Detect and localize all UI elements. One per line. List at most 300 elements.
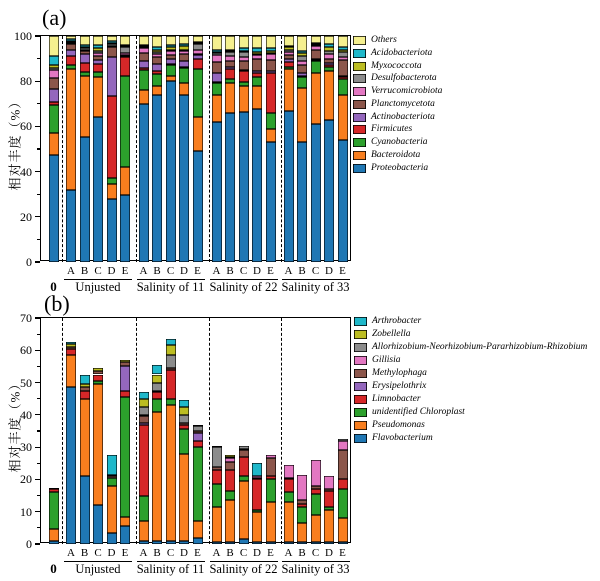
bar-segment-pseudomonas [179, 454, 189, 541]
bar-segment-flavobacterium [107, 533, 117, 544]
bar-segment-proteobacteria [152, 95, 162, 262]
bar-segment-proteobacteria [66, 190, 76, 262]
bar-segment-methylophaga [225, 462, 235, 470]
bar-segment-methylophaga [66, 347, 76, 349]
bar-segment-desulfobacterota [266, 53, 276, 54]
y-axis-tick-label: 60 [20, 119, 32, 134]
legend-color-swatch [354, 317, 367, 326]
bar-segment-actinobacteriota [152, 64, 162, 71]
bar-segment-cyanobacteria [166, 65, 176, 75]
bar-segment-planctomycetota [225, 61, 235, 67]
bar-segment-flavobacterium [239, 539, 249, 544]
bar-segment-bacteroidota [93, 77, 103, 118]
bar-segment-cyanobacteria [80, 72, 90, 75]
bar-segment-planctomycetota [252, 59, 262, 71]
bar-segment-unidentified-chloroplast [107, 478, 117, 486]
bar-segment-myxococcota [225, 51, 235, 52]
bar-segment-bacteroidota [193, 117, 203, 151]
bar-segment-others [239, 36, 249, 48]
bar-segment-planctomycetota [166, 55, 176, 58]
bar-segment-erysipelothrix [139, 423, 149, 425]
bar-segment-myxococcota [107, 43, 117, 44]
bar-segment-flavobacterium [93, 505, 103, 544]
x-axis-bar-letter: C [166, 547, 175, 559]
bar-segment-planctomycetota [152, 57, 162, 64]
bar-segment-limnobacter [139, 425, 149, 496]
bar-segment-bacteroidota [297, 88, 307, 142]
bar-segment-actinobacteriota [49, 89, 59, 101]
bar-segment-zobellella [66, 344, 76, 346]
bar-segment-arthrobacter [252, 463, 262, 476]
x-axis-bar-letter: A [284, 547, 293, 559]
bar-segment-unidentified-chloroplast [225, 491, 235, 501]
bar-segment-limnobacter [152, 392, 162, 398]
bar-segment-zobellella [120, 360, 130, 362]
x-axis-group-label: Salinity of 22 [209, 562, 278, 576]
x-axis-bar-letter: D [325, 265, 333, 277]
y-axis-minor-tick [37, 58, 40, 59]
bar-segment-pseudomonas [225, 500, 235, 542]
bar-segment-acidobacteriota [252, 48, 262, 51]
x-axis-bar-letter: B [226, 265, 234, 277]
x-axis-group-label: Salinity of 11 [136, 280, 205, 294]
bar-segment-bacteroidota [311, 73, 321, 124]
legend-label: Gillisia [372, 355, 401, 366]
bar-segment-others [139, 36, 149, 45]
bar-segment-pseudomonas [297, 523, 307, 542]
bar-segment-allorhizobium-neorhizobium-pararhizobium-rhizobium [239, 446, 249, 449]
bar-segment-acidobacteriota [193, 42, 203, 43]
group-separator-dashed-line [209, 318, 210, 544]
bar-segment-limnobacter [193, 441, 203, 447]
y-axis-major-tick [35, 543, 40, 544]
bar-segment-allorhizobium-neorhizobium-pararhizobium-rhizobium [225, 457, 235, 459]
bar-segment-arthrobacter [139, 392, 149, 398]
x-axis-bar-letter: E [194, 547, 201, 559]
bar-segment-acidobacteriota [212, 50, 222, 52]
bar-segment-myxococcota [311, 44, 321, 45]
bar-segment-bacteroidota [179, 83, 189, 94]
bar-segment-others [311, 36, 321, 43]
bar-segment-flavobacterium [266, 542, 276, 544]
legend-label: Allorhizobium-Neorhizobium-Pararhizobium-Rhizobium [372, 342, 588, 353]
bar-segment-firmicutes [107, 96, 117, 178]
y-axis-minor-tick [37, 463, 40, 464]
bar-segment-acidobacteriota [93, 45, 103, 48]
bar-segment-firmicutes [193, 59, 203, 69]
bar-segment-actinobacteriota [266, 71, 276, 73]
bar-segment-allorhizobium-neorhizobium-pararhizobium-rhizobium [139, 407, 149, 415]
bar-segment-gillisia [297, 475, 307, 501]
bar-segment-planctomycetota [338, 60, 348, 76]
x-axis-bar-letter: E [267, 265, 274, 277]
bar-segment-unidentified-chloroplast [324, 507, 334, 510]
bar-segment-proteobacteria [252, 109, 262, 262]
bar-segment-unidentified-chloroplast [120, 397, 130, 516]
bar-segment-planctomycetota [212, 62, 222, 73]
bar-segment-bacteroidota [139, 90, 149, 104]
bar-segment-bacteroidota [338, 95, 348, 140]
group-separator-dashed-line [136, 318, 137, 544]
bar-segment-verrucomicrobiota [107, 46, 117, 47]
bar-segment-cyanobacteria [193, 69, 203, 118]
x-axis-bar-letter: B [226, 547, 234, 559]
bar-segment-bacteroidota [80, 76, 90, 137]
bar-segment-actinobacteriota [297, 73, 307, 75]
bar-segment-cyanobacteria [239, 82, 249, 85]
bar-segment-acidobacteriota [311, 43, 321, 44]
x-axis-bar-letter: A [67, 265, 75, 277]
legend-label: Zobellella [372, 329, 411, 340]
bar-segment-bacteroidota [107, 184, 117, 199]
bar-segment-cyanobacteria [297, 77, 307, 88]
bar-segment-limnobacter [120, 391, 130, 397]
x-axis-bar-letter: B [153, 547, 161, 559]
bar-segment-allorhizobium-neorhizobium-pararhizobium-rhizobium [338, 439, 348, 441]
bar-segment-firmicutes [139, 68, 149, 70]
bar-segment-actinobacteriota [338, 76, 348, 77]
bar-segment-proteobacteria [193, 151, 203, 262]
bar-segment-desulfobacterota [179, 50, 189, 51]
bar-segment-planctomycetota [80, 51, 90, 54]
bar-segment-limnobacter [297, 504, 307, 507]
bar-segment-limnobacter [239, 457, 249, 476]
panel-b-ylabel: 相对丰度（%） [7, 376, 23, 473]
x-axis-bar-letter: D [107, 547, 116, 559]
bar-segment-methylophaga [284, 478, 294, 480]
bar-segment-cyanobacteria [266, 113, 276, 129]
bar-segment-pseudomonas [338, 518, 348, 542]
bar-segment-verrucomicrobiota [93, 53, 103, 56]
y-axis-tick-label: 10 [20, 504, 32, 519]
bar-segment-pseudomonas [66, 355, 76, 387]
y-axis-major-tick [35, 479, 40, 480]
bar-segment-methylophaga [80, 387, 90, 390]
bar-segment-limnobacter [66, 349, 76, 355]
bar-segment-verrucomicrobiota [179, 51, 189, 54]
legend-color-swatch [354, 382, 367, 391]
bar-segment-proteobacteria [338, 140, 348, 262]
bar-segment-flavobacterium [120, 526, 130, 544]
bar-segment-gillisia [225, 458, 235, 461]
legend-color-swatch [353, 125, 366, 134]
legend-label: Pseudomonas [372, 420, 425, 431]
legend-label: Cyanobacteria [371, 137, 428, 147]
bar-segment-verrucomicrobiota [152, 54, 162, 57]
y-axis-minor-tick [37, 495, 40, 496]
legend-label: Flavobacterium [372, 433, 433, 444]
bar-segment-arthrobacter [152, 365, 162, 375]
bar-segment-pseudomonas [212, 507, 222, 543]
bar-segment-desulfobacterota [93, 51, 103, 53]
bar-segment-desulfobacterota [66, 42, 76, 43]
bar-segment-flavobacterium [212, 542, 222, 544]
y-axis-major-tick [35, 126, 40, 127]
y-axis-minor-tick [37, 527, 40, 528]
bar-segment-flavobacterium [297, 542, 307, 544]
x-axis-bar-letter: C [166, 265, 175, 277]
bar-segment-desulfobacterota [225, 52, 235, 57]
x-axis-bar-letter: D [253, 547, 261, 559]
bar-segment-desulfobacterota [49, 68, 59, 70]
bar-segment-desulfobacterota [212, 53, 222, 55]
bar-segment-pseudomonas [266, 502, 276, 542]
legend-label: Actinobacteriota [371, 111, 435, 122]
bar-segment-firmicutes [225, 69, 235, 79]
legend-color-swatch [354, 343, 367, 352]
bar-segment-actinobacteriota [311, 59, 321, 60]
bar-segment-pseudomonas [139, 521, 149, 540]
bar-segment-erysipelothrix [193, 433, 203, 441]
bar-segment-myxococcota [338, 50, 348, 52]
legend-color-swatch [353, 36, 366, 45]
bar-segment-zobellella [166, 345, 176, 355]
bar-segment-pseudomonas [239, 481, 249, 539]
bar-segment-allorhizobium-neorhizobium-pararhizobium-rhizobium [152, 383, 162, 391]
bar-segment-cyanobacteria [152, 74, 162, 85]
bar-segment-unidentified-chloroplast [49, 492, 59, 529]
y-axis-tick-label: 20 [20, 209, 32, 224]
bar-segment-gillisia [311, 460, 321, 486]
bar-segment-flavobacterium [166, 541, 176, 544]
x-axis-bar-letter: D [107, 265, 116, 277]
bar-segment-proteobacteria [212, 122, 222, 262]
bar-segment-bacteroidota [66, 69, 76, 190]
bar-segment-myxococcota [139, 46, 149, 47]
bar-segment-arthrobacter [66, 342, 76, 344]
bar-segment-planctomycetota [66, 44, 76, 50]
y-axis-tick-label: 30 [20, 440, 32, 455]
bar-segment-actinobacteriota [66, 50, 76, 57]
bar-segment-actinobacteriota [212, 73, 222, 82]
group-separator-dashed-line [62, 318, 63, 544]
x-axis-bar-letter: E [339, 547, 346, 559]
bar-segment-desulfobacterota [311, 45, 321, 46]
legend-color-swatch [353, 49, 366, 58]
bar-segment-erysipelothrix [120, 366, 130, 390]
bar-segment-methylophaga [166, 368, 176, 370]
bar-segment-gillisia [252, 476, 262, 478]
bar-segment-proteobacteria [239, 112, 249, 262]
bar-segment-pseudomonas [80, 399, 90, 476]
bar-segment-planctomycetota [49, 78, 59, 89]
bar-segment-proteobacteria [49, 155, 59, 262]
bar-segment-actinobacteriota [107, 57, 117, 95]
bar-segment-arthrobacter [80, 375, 90, 385]
bar-segment-acidobacteriota [139, 45, 149, 46]
bar-segment-proteobacteria [80, 137, 90, 262]
bar-segment-planctomycetota [297, 65, 307, 73]
x-axis-bar-letter: B [80, 265, 89, 277]
bar-segment-methylophaga [212, 467, 222, 470]
bar-segment-bacteroidota [212, 95, 222, 122]
bar-segment-methylophaga [139, 416, 149, 422]
legend-color-swatch [353, 151, 366, 160]
bar-segment-flavobacterium [152, 541, 162, 544]
bar-segment-verrucomicrobiota [49, 70, 59, 78]
bar-segment-firmicutes [120, 57, 130, 75]
bar-segment-others [193, 36, 203, 42]
bar-segment-verrucomicrobiota [139, 48, 149, 53]
bar-segment-cyanobacteria [212, 83, 222, 94]
bar-segment-planctomycetota [324, 59, 334, 64]
x-axis-bar-letter: E [194, 265, 201, 277]
bar-segment-cyanobacteria [324, 67, 334, 72]
bar-segment-acidobacteriota [266, 48, 276, 50]
bar-segment-flavobacterium [193, 538, 203, 544]
x-axis-bar-letter: C [239, 547, 248, 559]
bar-segment-flavobacterium [311, 542, 321, 544]
bar-segment-cyanobacteria [311, 61, 321, 73]
bar-segment-planctomycetota [239, 61, 249, 70]
bar-segment-acidobacteriota [284, 46, 294, 47]
x-axis-bar-letter: A [212, 547, 221, 559]
bar-segment-flavobacterium [179, 541, 189, 544]
bar-segment-planctomycetota [311, 50, 321, 59]
bar-segment-gillisia [266, 455, 276, 458]
bar-segment-limnobacter [179, 425, 189, 430]
bar-segment-desulfobacterota [120, 47, 130, 53]
legend-label: Bacteroidota [371, 149, 421, 160]
bar-segment-proteobacteria [324, 120, 334, 262]
bar-segment-flavobacterium [252, 542, 262, 544]
x-axis-bar-letter: D [180, 547, 188, 559]
y-axis-major-tick [35, 171, 40, 172]
bar-segment-myxococcota [80, 47, 90, 48]
x-axis-bar-letter: E [267, 547, 274, 559]
x-axis-group-label: Unjusted [75, 562, 121, 576]
bar-segment-acidobacteriota [324, 44, 334, 47]
legend-color-swatch [353, 100, 366, 109]
bar-segment-others [166, 36, 176, 45]
bar-segment-others [80, 36, 90, 45]
bar-segment-planctomycetota [120, 55, 130, 56]
bar-segment-actinobacteriota [179, 61, 189, 67]
bar-segment-desulfobacterota [297, 56, 307, 61]
y-axis-minor-tick [37, 366, 40, 367]
bar-segment-actinobacteriota [93, 60, 103, 65]
bar-segment-others [107, 36, 117, 41]
bar-segment-myxococcota [93, 48, 103, 50]
x-axis-bar-letter: B [298, 265, 306, 277]
y-axis-major-tick [35, 350, 40, 351]
bar-segment-myxococcota [252, 52, 262, 54]
bar-segment-planctomycetota [284, 55, 294, 58]
group-separator-dashed-line [209, 36, 210, 262]
bar-segment-flavobacterium [284, 542, 294, 544]
bar-segment-firmicutes [179, 67, 189, 68]
bar-segment-myxococcota [120, 46, 130, 47]
bar-segment-planctomycetota [193, 54, 203, 55]
legend-label: Firmicutes [371, 124, 413, 135]
bar-segment-bacteroidota [49, 133, 59, 154]
x-axis-bar-letter: B [80, 547, 89, 559]
legend-color-swatch [353, 164, 366, 173]
y-axis-minor-tick [37, 194, 40, 195]
bar-segment-verrucomicrobiota [284, 52, 294, 55]
x-axis-bar-letter: C [94, 547, 102, 559]
legend-color-swatch [354, 356, 367, 365]
y-axis-tick-label: 0 [26, 255, 32, 269]
bar-segment-flavobacterium [80, 476, 90, 544]
bar-segment-desulfobacterota [193, 44, 203, 50]
bar-segment-pseudomonas [252, 512, 262, 543]
y-axis-tick-label: 40 [20, 164, 32, 179]
bar-segment-pseudomonas [311, 515, 321, 542]
bar-segment-actinobacteriota [225, 67, 235, 69]
bar-segment-gillisia [239, 449, 249, 451]
x-axis-bar-letter: B [153, 265, 161, 277]
group-separator-dashed-line [281, 318, 282, 544]
bar-segment-others [338, 36, 348, 47]
bar-segment-gillisia [324, 476, 334, 489]
legend-label: Verrucomicrobiota [371, 86, 443, 96]
bar-segment-verrucomicrobiota [311, 46, 321, 49]
legend-color-swatch [354, 408, 367, 417]
bar-segment-others [297, 36, 307, 51]
bar-segment-gillisia [139, 415, 149, 417]
bar-segment-myxococcota [297, 53, 307, 56]
bar-segment-limnobacter [80, 391, 90, 399]
bar-segment-limnobacter [324, 491, 334, 507]
bar-segment-limnobacter [252, 479, 262, 510]
y-axis-tick-label: 0 [26, 537, 32, 551]
bar-segment-acidobacteriota [49, 56, 59, 65]
bar-segment-unidentified-chloroplast [193, 447, 203, 521]
bar-segment-unidentified-chloroplast [93, 381, 103, 384]
bar-segment-firmicutes [152, 71, 162, 74]
bar-segment-proteobacteria [266, 142, 276, 262]
bar-segment-unidentified-chloroplast [266, 479, 276, 502]
bar-segment-firmicutes [66, 56, 76, 65]
bar-segment-verrucomicrobiota [193, 50, 203, 55]
bar-segment-desulfobacterota [324, 51, 334, 54]
bar-segment-actinobacteriota [166, 59, 176, 65]
bar-segment-verrucomicrobiota [80, 50, 90, 51]
y-axis-tick-label: 60 [20, 343, 32, 358]
y-axis-major-tick [35, 81, 40, 82]
panel-b-plot-area [20, 311, 351, 576]
bar-segment-others [179, 36, 189, 44]
x-axis-bar-letter: E [339, 265, 346, 277]
bar-segment-zobellella [193, 425, 203, 427]
bar-segment-actinobacteriota [284, 59, 294, 62]
bar-segment-methylophaga [193, 431, 203, 433]
bar-segment-firmicutes [297, 76, 307, 77]
bar-segment-methylophaga [120, 362, 130, 367]
bar-segment-desulfobacterota [139, 47, 149, 48]
y-axis-major-tick [35, 511, 40, 512]
y-axis-major-tick [35, 35, 40, 36]
bar-segment-verrucomicrobiota [338, 57, 348, 59]
bar-segment-bacteroidota [166, 76, 176, 82]
bar-segment-acidobacteriota [80, 45, 90, 47]
bar-segment-gillisia [338, 441, 348, 451]
bar-segment-arthrobacter [166, 339, 176, 345]
bar-segment-actinobacteriota [139, 61, 149, 68]
x-axis-zero-bar-label: 0 [50, 279, 57, 294]
bar-segment-proteobacteria [297, 142, 307, 262]
bar-segment-acidobacteriota [66, 39, 76, 40]
bar-segment-proteobacteria [284, 111, 294, 262]
bar-segment-proteobacteria [311, 124, 321, 262]
bar-segment-desulfobacterota [252, 54, 262, 55]
bar-segment-unidentified-chloroplast [212, 484, 222, 507]
bar-segment-unidentified-chloroplast [179, 429, 189, 453]
bar-segment-flavobacterium [66, 387, 76, 544]
x-axis-bar-letter: C [311, 547, 320, 559]
x-axis-bar-letter: A [67, 547, 75, 559]
